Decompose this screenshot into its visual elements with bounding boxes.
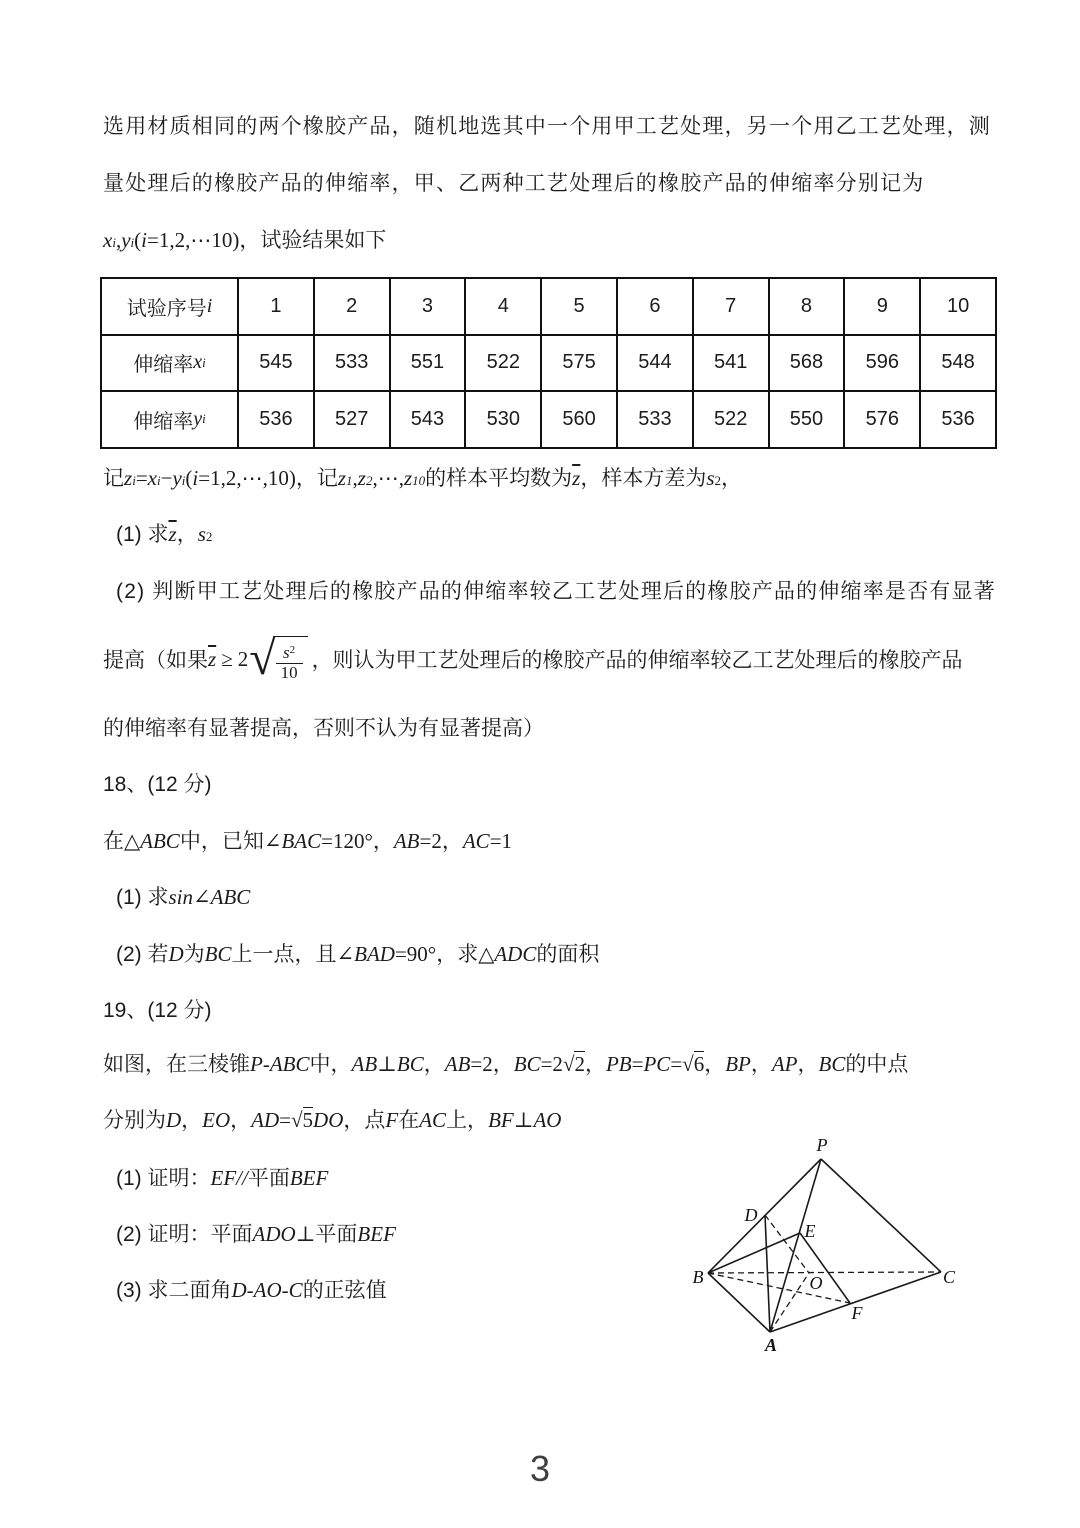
text-run: i: [112, 235, 116, 250]
radical-expression: [249, 632, 307, 686]
table-cell: 7: [692, 279, 768, 334]
formula-prefix-text: [103, 644, 208, 674]
table-cell: 576: [843, 392, 919, 447]
text-run: (: [185, 466, 193, 490]
text-run: EO: [202, 1108, 231, 1132]
text-run: ，: [750, 1053, 772, 1076]
text-run: ,: [115, 228, 122, 252]
question-17-part-2-line-2: [103, 630, 963, 688]
text-run: ∠: [263, 829, 282, 853]
edge-BE: [708, 1233, 800, 1273]
text-run: y: [121, 228, 131, 252]
text-run: i: [202, 354, 206, 370]
text-run: BEF: [357, 1222, 396, 1246]
text-run: F: [385, 1108, 399, 1132]
text-run: =: [135, 466, 148, 490]
text-run: s: [706, 466, 715, 490]
edge-AO-dashed: [770, 1273, 809, 1332]
table-header-y: [102, 392, 237, 447]
text-run: BC: [396, 1052, 424, 1076]
text-run: 伸缩率: [133, 354, 194, 377]
edge-DA: [765, 1215, 770, 1332]
question-19-number: [103, 994, 212, 1024]
text-run: BC: [513, 1052, 541, 1076]
text-run: BP: [725, 1052, 751, 1076]
text-run: 的面积: [536, 943, 600, 966]
text-run: i: [192, 466, 199, 490]
text-run: 中，已知: [179, 830, 264, 853]
text-run: √: [562, 1052, 575, 1076]
table-cell: 548: [919, 336, 995, 391]
text-run: ⊥: [295, 1222, 316, 1246]
table-cell: 522: [692, 392, 768, 447]
table-row-index: [102, 279, 995, 334]
edge-PC: [821, 1159, 941, 1272]
geq-symbol: ≥: [221, 646, 233, 671]
question-18-statement: [103, 825, 512, 855]
text-run: x: [193, 351, 203, 374]
fraction-denominator: 10: [276, 663, 303, 683]
text-run: z: [124, 466, 133, 490]
radical-body: [273, 636, 308, 682]
stats-problem-line-3: [103, 224, 386, 254]
text-run: =: [279, 1108, 292, 1132]
table-cell: 545: [237, 336, 313, 391]
formula-suffix-text: [312, 644, 963, 674]
page-number: 3: [529, 1448, 551, 1489]
vertex-label-C: C: [942, 1267, 956, 1287]
table-header-trial: [102, 279, 237, 334]
text-run: 2: [205, 529, 213, 544]
text-run: i: [130, 235, 135, 250]
text-run: ABC: [140, 829, 180, 853]
text-run: z: [357, 466, 366, 490]
text-run: ，样本方差为: [580, 467, 707, 490]
text-run: 的伸缩率有显著提高，否则不认为有显著提高）: [103, 717, 544, 740]
text-run: 如图，在三棱锥: [103, 1053, 250, 1076]
vertex-label-E: E: [804, 1221, 816, 1241]
text-run: ，: [181, 1109, 203, 1132]
text-run: 记: [103, 467, 124, 490]
text-run: (: [134, 228, 142, 252]
text-run: 的样本平均数为: [425, 467, 573, 490]
text-run: ，: [176, 523, 198, 546]
text-run: EF: [210, 1166, 237, 1190]
text-run: ，: [797, 1053, 819, 1076]
text-run: y: [193, 407, 203, 430]
text-run: $\overline{z}$: [168, 522, 177, 546]
text-run: BC: [818, 1052, 846, 1076]
table-cell: 544: [616, 336, 692, 391]
question-19-part-1: [116, 1162, 328, 1192]
dashed-edges: [708, 1215, 941, 1332]
text-run: i: [156, 473, 161, 488]
edge-BA: [708, 1273, 770, 1332]
text-run: −: [160, 466, 173, 490]
fraction-numerator: [281, 644, 297, 663]
text-run: (1) 求: [116, 886, 169, 909]
text-run: ∠: [193, 885, 211, 909]
text-run: 1: [346, 473, 353, 488]
text-run: =: [670, 1052, 683, 1076]
text-run: -: [281, 1278, 289, 1302]
text-run: ，: [372, 830, 394, 853]
vertex-label-B: B: [692, 1267, 704, 1287]
text-run: 在: [398, 1109, 420, 1132]
text-run: =: [631, 1052, 644, 1076]
stats-problem-line-1: [103, 110, 991, 140]
text-run: ，: [704, 1053, 726, 1076]
text-run: AB: [351, 1052, 378, 1076]
text-run: 平面: [315, 1223, 358, 1246]
text-run: AB: [393, 829, 420, 853]
table-cell: 10: [919, 279, 995, 334]
s-symbol: s: [283, 642, 290, 662]
text-run: =2: [470, 1052, 493, 1076]
table-cell: 575: [540, 336, 616, 391]
vertex-labels: [693, 1135, 956, 1355]
text-run: =1,2,⋯,10): [198, 466, 296, 490]
text-run: ，则认为甲工艺处理后的橡胶产品的伸缩率较乙工艺处理后的橡胶产品: [311, 649, 963, 672]
text-run: D: [231, 1278, 247, 1302]
text-run: 6: [693, 1052, 705, 1076]
text-run: C: [288, 1278, 303, 1302]
table-cell: 6: [616, 279, 692, 334]
text-run: ，: [230, 1109, 252, 1132]
text-run: AC: [419, 1108, 447, 1132]
text-run: 2: [365, 473, 373, 488]
coefficient: 2: [237, 646, 249, 671]
text-run: 试验序号: [126, 297, 207, 320]
vertex-label-O: O: [809, 1273, 823, 1293]
text-run: 量处理后的橡胶产品的伸缩率，甲、乙两种工艺处理后的橡胶产品的伸缩率分别记为: [103, 172, 925, 195]
question-17-part-1: [116, 518, 212, 548]
table-cell: 551: [389, 336, 465, 391]
text-run: D: [166, 1108, 182, 1132]
text-run: (2) 判断甲工艺处理后的橡胶产品的伸缩率较乙工艺处理后的橡胶产品的伸缩率是否有显著: [116, 580, 996, 603]
text-run: AO: [253, 1278, 282, 1302]
edge-BC-dashed: [708, 1272, 941, 1273]
text-run: =2: [540, 1052, 563, 1076]
text-run: 上一点，且: [231, 943, 337, 966]
table-cell: 4: [464, 279, 540, 334]
text-run: 2: [574, 1052, 585, 1076]
text-run: (1) 证明：: [116, 1167, 211, 1190]
question-19-statement-line-1: [103, 1048, 908, 1078]
question-18-part-2: [116, 938, 599, 968]
question-18-part-1: [116, 881, 250, 911]
table-cell: 522: [464, 336, 540, 391]
question-17-part-2-line-3: [103, 712, 544, 742]
table-row-x: [102, 334, 995, 391]
tetrahedron-figure: [660, 1125, 980, 1365]
question-17-part-2-line-1: [116, 575, 996, 605]
text-run: ，: [721, 467, 743, 490]
table-cell: 533: [313, 336, 389, 391]
text-run: AB: [444, 1052, 471, 1076]
text-run: =120°: [321, 829, 373, 853]
question-19-part-3: [116, 1274, 387, 1304]
edge-EF: [800, 1233, 850, 1303]
text-run: ，: [584, 1053, 606, 1076]
text-run: PB: [605, 1052, 632, 1076]
vertex-label-P: P: [816, 1135, 828, 1155]
text-run: ，求: [436, 943, 479, 966]
question-19-part-2: [116, 1218, 396, 1248]
table-cell: 541: [692, 336, 768, 391]
text-run: ,: [352, 466, 358, 490]
text-run: =90°: [394, 942, 437, 966]
text-run: =2: [419, 829, 442, 853]
text-run: i: [206, 294, 213, 317]
text-run: D: [168, 942, 184, 966]
text-run: √: [291, 1108, 303, 1132]
text-run: BF: [488, 1108, 514, 1132]
text-run: -: [262, 1052, 270, 1076]
text-run: 选用材质相同的两个橡胶产品，随机地选其中一个用甲工艺处理，另一个用乙工艺处理，测: [103, 115, 991, 138]
table-cell: 5: [540, 279, 616, 334]
table-cell: 8: [768, 279, 844, 334]
text-run: ，点: [343, 1109, 386, 1132]
text-run: ，: [423, 1053, 445, 1076]
text-run: (3) 求二面角: [116, 1279, 232, 1302]
text-run: i: [181, 473, 186, 488]
radical-sign-icon: √: [249, 632, 276, 686]
text-run: √: [682, 1052, 694, 1076]
table-cell: 550: [768, 392, 844, 447]
table-cell: 527: [313, 392, 389, 447]
text-run: ABC: [269, 1052, 310, 1076]
text-run: △: [124, 829, 141, 853]
text-run: i: [132, 473, 136, 488]
vertex-label-A: A: [764, 1335, 778, 1355]
text-run: -: [246, 1278, 254, 1302]
question-19-statement-line-2: [103, 1104, 561, 1134]
text-run: 提高（如果: [103, 649, 208, 672]
text-run: ADC: [494, 942, 537, 966]
question-18-number: [103, 768, 212, 798]
table-cell: 9: [843, 279, 919, 334]
text-run: AD: [251, 1108, 280, 1132]
text-run: 伸缩率: [133, 410, 194, 433]
text-run: ，记: [295, 467, 338, 490]
text-run: 的中点: [845, 1053, 909, 1076]
solid-edges: [708, 1159, 941, 1332]
text-run: ，: [441, 830, 463, 853]
text-run: x: [147, 466, 157, 490]
stats-problem-line-2: [103, 167, 924, 197]
text-run: 2: [714, 473, 722, 488]
table-cell: 1: [237, 279, 313, 334]
text-run: s: [197, 522, 206, 546]
text-run: =1: [489, 829, 513, 853]
text-run: P: [250, 1052, 263, 1076]
text-run: ADO: [252, 1222, 296, 1246]
text-run: 分别为: [103, 1109, 166, 1132]
text-run: $\overline{z}$: [572, 466, 581, 490]
text-run: 10: [412, 473, 426, 488]
table-cell: 536: [919, 392, 995, 447]
text-run: (2) 若: [116, 943, 169, 966]
text-run: i: [141, 228, 147, 252]
edge-AC: [770, 1272, 941, 1332]
text-run: BAC: [281, 829, 322, 853]
table-cell: 533: [616, 392, 692, 447]
text-run: ,⋯,: [372, 466, 404, 490]
text-run: 的正弦值: [302, 1279, 387, 1302]
text-run: BEF: [289, 1166, 329, 1190]
vertex-label-F: F: [851, 1303, 863, 1323]
edge-BF-dashed: [708, 1273, 850, 1303]
table-cell: 530: [464, 392, 540, 447]
exponent: 2: [289, 643, 296, 656]
text-run: 5: [302, 1108, 314, 1132]
text-run: 18、(12 分): [103, 773, 212, 796]
text-run: z: [403, 466, 413, 490]
text-run: BAD: [354, 942, 395, 966]
text-run: (2) 证明：平面: [116, 1223, 253, 1246]
text-run: i: [202, 411, 206, 427]
text-run: 上，: [446, 1109, 489, 1132]
text-run: PC: [643, 1052, 671, 1076]
text-run: ABC: [210, 885, 251, 909]
text-run: y: [172, 466, 182, 490]
z-definition-line: [103, 462, 742, 492]
text-run: 中，: [309, 1053, 352, 1076]
text-run: 在: [103, 830, 124, 853]
text-run: ∠: [336, 942, 355, 966]
text-run: sin: [168, 885, 194, 909]
table-cell: 2: [313, 279, 389, 334]
results-table: [100, 277, 997, 449]
text-run: z: [337, 466, 347, 490]
text-run: x: [103, 228, 113, 252]
text-run: 平面: [247, 1167, 290, 1190]
table-cell: 560: [540, 392, 616, 447]
text-run: 19、(12 分): [103, 999, 212, 1022]
text-run: ，试验结果如下: [239, 229, 387, 252]
text-run: AC: [462, 829, 490, 853]
text-run: DO: [313, 1108, 344, 1132]
table-cell: 536: [237, 392, 313, 447]
table-row-y: [102, 390, 995, 447]
table-cell: 3: [389, 279, 465, 334]
text-run: AP: [771, 1052, 798, 1076]
table-cell: 543: [389, 392, 465, 447]
text-run: =1,2,⋯10): [147, 228, 240, 252]
text-run: BC: [204, 942, 232, 966]
text-run: AO: [533, 1108, 562, 1132]
text-run: //: [236, 1166, 248, 1190]
text-run: ⊥: [513, 1108, 534, 1132]
text-run: ，: [492, 1053, 514, 1076]
table-cell: 568: [768, 336, 844, 391]
z-bar-symbol: $\overline{z}$: [208, 646, 217, 671]
fraction-s2-over-10: [276, 644, 303, 682]
text-run: △: [478, 942, 495, 966]
text-run: (1) 求: [116, 523, 169, 546]
text-run: ⊥: [377, 1052, 397, 1076]
text-run: 为: [183, 943, 205, 966]
table-header-x: [102, 336, 237, 391]
table-cell: 596: [843, 336, 919, 391]
vertex-label-D: D: [744, 1205, 758, 1225]
